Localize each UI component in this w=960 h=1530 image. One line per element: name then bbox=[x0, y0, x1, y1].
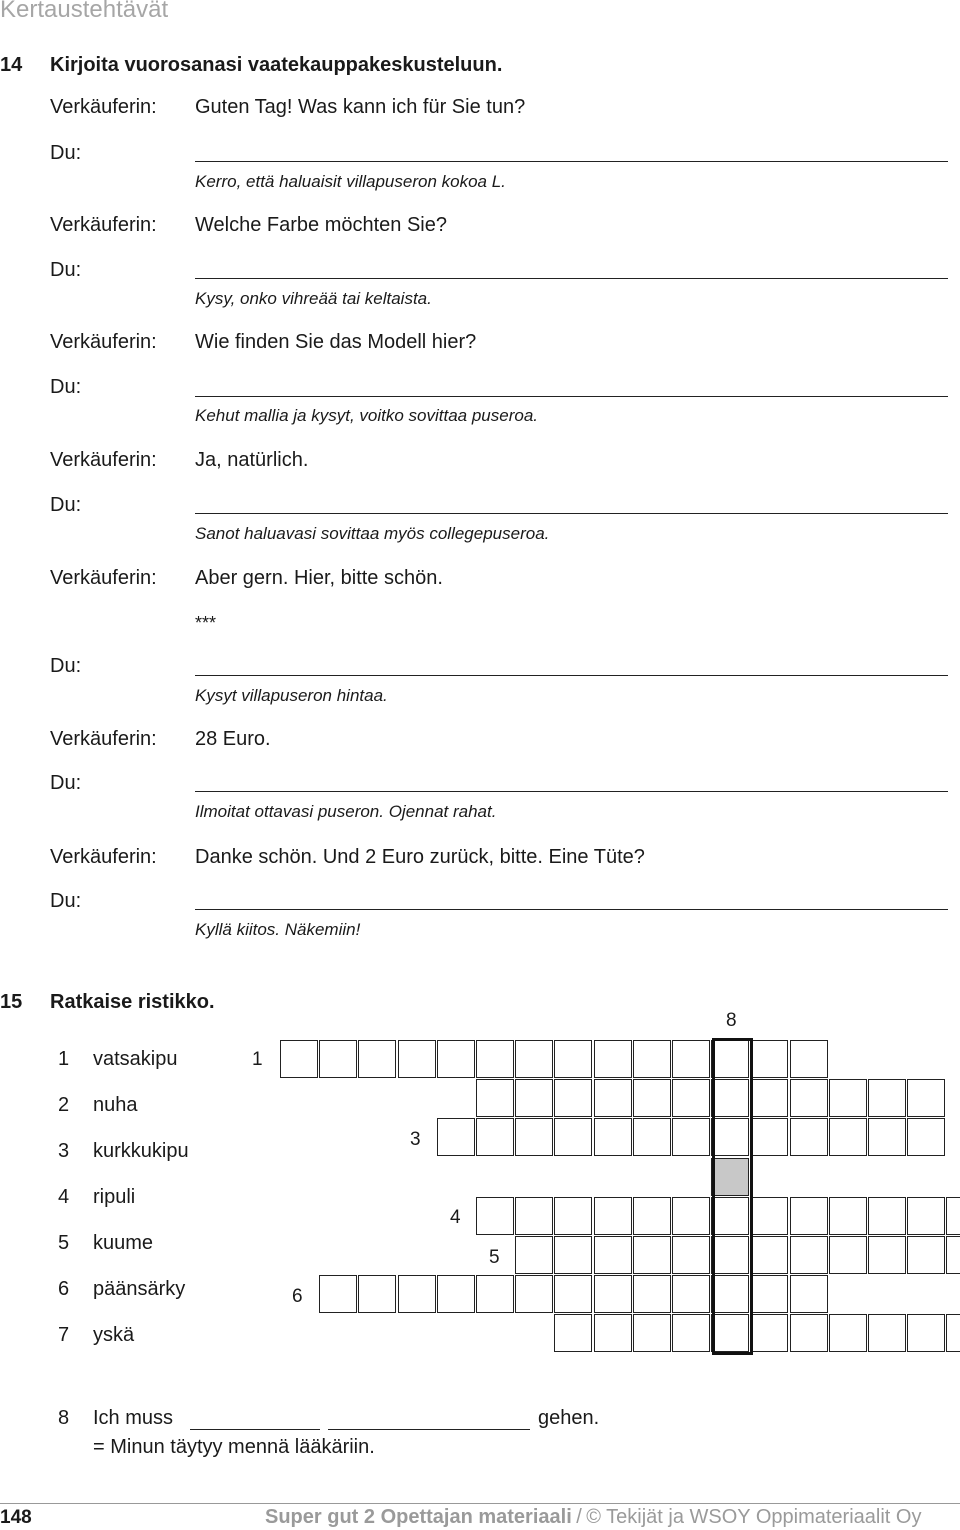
crossword-cell[interactable] bbox=[398, 1040, 436, 1078]
crossword-cell[interactable] bbox=[280, 1040, 318, 1078]
crossword-cell[interactable] bbox=[750, 1079, 788, 1117]
speaker-du: Du: bbox=[50, 655, 82, 677]
crossword-cell[interactable] bbox=[515, 1079, 553, 1117]
crossword-cell[interactable] bbox=[711, 1197, 749, 1235]
crossword-cell[interactable] bbox=[633, 1040, 671, 1078]
speaker-du: Du: bbox=[50, 890, 82, 912]
speaker-seller: Verkäuferin: bbox=[50, 331, 157, 353]
separator: *** bbox=[195, 613, 217, 633]
crossword-cell[interactable] bbox=[790, 1236, 828, 1274]
clue-7-text: yskä bbox=[93, 1324, 135, 1346]
clue-3-number: 3 bbox=[58, 1140, 70, 1162]
crossword-cell[interactable] bbox=[594, 1314, 632, 1352]
crossword-cell[interactable] bbox=[672, 1197, 710, 1235]
clue-8-blank-1[interactable] bbox=[190, 1429, 320, 1430]
crossword-cell[interactable] bbox=[829, 1314, 867, 1352]
crossword-cell[interactable] bbox=[868, 1236, 906, 1274]
crossword-cell[interactable] bbox=[829, 1236, 867, 1274]
crossword-cell[interactable] bbox=[594, 1040, 632, 1078]
seller-line-2: Welche Farbe möchten Sie? bbox=[195, 214, 447, 236]
crossword-cell[interactable] bbox=[476, 1197, 514, 1235]
clue-8-before: Ich muss bbox=[93, 1407, 174, 1429]
crossword-cell[interactable] bbox=[750, 1314, 788, 1352]
crossword-cell[interactable] bbox=[515, 1040, 553, 1078]
crossword-cell[interactable] bbox=[515, 1197, 553, 1235]
hint-1: Kerro, että haluaisit villapuseron kokoa L. bbox=[195, 172, 506, 191]
crossword-cell[interactable] bbox=[476, 1118, 514, 1156]
crossword-cell[interactable] bbox=[946, 1314, 960, 1352]
crossword-cell[interactable] bbox=[515, 1118, 553, 1156]
crossword-cell[interactable] bbox=[319, 1040, 357, 1078]
clue-8-blank-2[interactable] bbox=[328, 1429, 530, 1430]
footer-book-title: Super gut 2 Opettajan materiaali bbox=[265, 1506, 572, 1528]
speaker-seller: Verkäuferin: bbox=[50, 96, 157, 118]
crossword-cell[interactable] bbox=[672, 1040, 710, 1078]
hint-6: Ilmoitat ottavasi puseron. Ojennat rahat. bbox=[195, 802, 497, 821]
grid-number-8: 8 bbox=[726, 1010, 737, 1031]
crossword-cell[interactable] bbox=[672, 1314, 710, 1352]
crossword-cell[interactable] bbox=[437, 1118, 475, 1156]
footer-credit bbox=[265, 1506, 921, 1529]
exercise-14-title: Kirjoita vuorosanasi vaatekauppakeskusteluun. bbox=[50, 54, 503, 76]
answer-line-7[interactable] bbox=[195, 909, 948, 910]
crossword-cell[interactable] bbox=[633, 1118, 671, 1156]
crossword-cell[interactable] bbox=[319, 1275, 357, 1313]
crossword-cell[interactable] bbox=[946, 1236, 960, 1274]
crossword-cell[interactable] bbox=[554, 1275, 592, 1313]
hint-4: Sanot haluavasi sovittaa myös collegepuseroa. bbox=[195, 524, 550, 543]
hint-5: Kysyt villapuseron hintaa. bbox=[195, 686, 388, 705]
crossword-cell[interactable] bbox=[711, 1118, 749, 1156]
seller-line-4: Ja, natürlich. bbox=[195, 449, 309, 471]
crossword-cell[interactable] bbox=[790, 1197, 828, 1235]
crossword-cell[interactable] bbox=[594, 1118, 632, 1156]
grid-number-5: 5 bbox=[489, 1247, 500, 1268]
crossword-cell[interactable] bbox=[829, 1118, 867, 1156]
crossword-cell[interactable] bbox=[594, 1275, 632, 1313]
clue-8-after: gehen. bbox=[538, 1407, 600, 1429]
grid-number-4: 4 bbox=[450, 1207, 461, 1228]
crossword-cell[interactable] bbox=[790, 1079, 828, 1117]
clue-1-text: vatsakipu bbox=[93, 1048, 178, 1070]
crossword-cell[interactable] bbox=[907, 1118, 945, 1156]
answer-line-6[interactable] bbox=[195, 791, 948, 792]
answer-line-4[interactable] bbox=[195, 513, 948, 514]
crossword-cell[interactable] bbox=[476, 1040, 514, 1078]
clue-2-text: nuha bbox=[93, 1094, 138, 1116]
crossword-cell[interactable] bbox=[554, 1079, 592, 1117]
hint-7: Kyllä kiitos. Näkemiin! bbox=[195, 920, 361, 939]
answer-line-3[interactable] bbox=[195, 396, 948, 397]
crossword-cell[interactable] bbox=[750, 1275, 788, 1313]
crossword-cell[interactable] bbox=[633, 1314, 671, 1352]
crossword-cell[interactable] bbox=[868, 1118, 906, 1156]
crossword-cell[interactable] bbox=[907, 1314, 945, 1352]
crossword-cell[interactable] bbox=[554, 1197, 592, 1235]
hint-3: Kehut mallia ja kysyt, voitko sovittaa puseroa. bbox=[195, 406, 538, 425]
speaker-seller: Verkäuferin: bbox=[50, 846, 157, 868]
crossword-cell[interactable] bbox=[554, 1236, 592, 1274]
crossword-cell[interactable] bbox=[437, 1275, 475, 1313]
grid-number-1: 1 bbox=[252, 1049, 263, 1070]
exercise-15-title: Ratkaise ristikko. bbox=[50, 991, 215, 1013]
crossword-cell[interactable] bbox=[711, 1079, 749, 1117]
crossword-cell[interactable] bbox=[790, 1275, 828, 1313]
crossword-cell[interactable] bbox=[437, 1040, 475, 1078]
crossword-cell[interactable] bbox=[868, 1197, 906, 1235]
crossword-cell[interactable] bbox=[594, 1197, 632, 1235]
crossword-cell[interactable] bbox=[672, 1275, 710, 1313]
crossword-cell[interactable] bbox=[711, 1314, 749, 1352]
clue-5-number: 5 bbox=[58, 1232, 70, 1254]
page-number: 148 bbox=[0, 1507, 32, 1528]
seller-line-7: Danke schön. Und 2 Euro zurück, bitte. Eine Tüte? bbox=[195, 846, 645, 868]
crossword-cell[interactable] bbox=[711, 1236, 749, 1274]
crossword-cell[interactable] bbox=[790, 1118, 828, 1156]
clue-4-number: 4 bbox=[58, 1186, 70, 1208]
crossword-cell[interactable] bbox=[829, 1079, 867, 1117]
crossword-cell[interactable] bbox=[750, 1197, 788, 1235]
answer-line-2[interactable] bbox=[195, 278, 948, 279]
crossword-cell[interactable] bbox=[554, 1040, 592, 1078]
seller-line-5: Aber gern. Hier, bitte schön. bbox=[195, 567, 443, 589]
speaker-seller: Verkäuferin: bbox=[50, 728, 157, 750]
crossword-cell[interactable] bbox=[907, 1197, 945, 1235]
crossword-cell[interactable] bbox=[594, 1236, 632, 1274]
clue-8-translation: = Minun täytyy mennä lääkäriin. bbox=[93, 1436, 375, 1458]
crossword-cell[interactable] bbox=[907, 1236, 945, 1274]
crossword-cell[interactable] bbox=[554, 1314, 592, 1352]
crossword-cell[interactable] bbox=[358, 1275, 396, 1313]
clue-8-number: 8 bbox=[58, 1407, 70, 1429]
crossword-cell[interactable] bbox=[829, 1197, 867, 1235]
grid-number-6: 6 bbox=[292, 1286, 303, 1307]
seller-line-6: 28 Euro. bbox=[195, 728, 271, 750]
speaker-du: Du: bbox=[50, 772, 82, 794]
clue-6-text: päänsärky bbox=[93, 1278, 186, 1300]
crossword-cell[interactable] bbox=[750, 1040, 788, 1078]
crossword-cell[interactable] bbox=[633, 1236, 671, 1274]
footer-copyright: © Tekijät ja WSOY Oppimateriaalit Oy bbox=[586, 1506, 922, 1528]
speaker-seller: Verkäuferin: bbox=[50, 214, 157, 236]
seller-line-3: Wie finden Sie das Modell hier? bbox=[195, 331, 477, 353]
seller-line-1: Guten Tag! Was kann ich für Sie tun? bbox=[195, 96, 526, 118]
crossword-cell[interactable] bbox=[868, 1079, 906, 1117]
speaker-seller: Verkäuferin: bbox=[50, 567, 157, 589]
crossword-cell[interactable] bbox=[633, 1079, 671, 1117]
crossword-cell[interactable] bbox=[515, 1275, 553, 1313]
crossword-cell[interactable] bbox=[672, 1079, 710, 1117]
crossword-cell[interactable] bbox=[907, 1079, 945, 1117]
speaker-du: Du: bbox=[50, 376, 82, 398]
clue-6-number: 6 bbox=[58, 1278, 70, 1300]
clue-4-text: ripuli bbox=[93, 1186, 136, 1208]
page-header: Kertaustehtävät bbox=[0, 0, 169, 23]
crossword-cell[interactable] bbox=[672, 1236, 710, 1274]
crossword-cell[interactable] bbox=[672, 1118, 710, 1156]
footer-divider bbox=[0, 1503, 960, 1504]
hint-2: Kysy, onko vihreää tai keltaista. bbox=[195, 289, 432, 308]
crossword-cell[interactable] bbox=[633, 1275, 671, 1313]
crossword-cell[interactable] bbox=[790, 1314, 828, 1352]
clue-1-number: 1 bbox=[58, 1048, 70, 1070]
clue-7-number: 7 bbox=[58, 1324, 70, 1346]
speaker-du: Du: bbox=[50, 494, 82, 516]
crossword-cell[interactable] bbox=[476, 1079, 514, 1117]
crossword-cell[interactable] bbox=[633, 1197, 671, 1235]
exercise-14-number: 14 bbox=[0, 54, 23, 76]
crossword-cell[interactable] bbox=[750, 1236, 788, 1274]
crossword-cell[interactable] bbox=[594, 1079, 632, 1117]
crossword-cell[interactable] bbox=[711, 1158, 749, 1196]
crossword-cell[interactable] bbox=[476, 1275, 514, 1313]
crossword-cell[interactable] bbox=[554, 1118, 592, 1156]
speaker-seller: Verkäuferin: bbox=[50, 449, 157, 471]
crossword-cell[interactable] bbox=[515, 1236, 553, 1274]
grid-number-3: 3 bbox=[410, 1129, 421, 1150]
answer-line-1[interactable] bbox=[195, 161, 948, 162]
crossword-cell[interactable] bbox=[790, 1040, 828, 1078]
crossword-cell[interactable] bbox=[398, 1275, 436, 1313]
speaker-du: Du: bbox=[50, 142, 82, 164]
crossword-cell[interactable] bbox=[711, 1275, 749, 1313]
crossword-cell[interactable] bbox=[750, 1118, 788, 1156]
clue-5-text: kuume bbox=[93, 1232, 154, 1254]
crossword-cell[interactable] bbox=[946, 1197, 960, 1235]
crossword-cell[interactable] bbox=[868, 1314, 906, 1352]
clue-3-text: kurkkukipu bbox=[93, 1140, 189, 1162]
clue-2-number: 2 bbox=[58, 1094, 70, 1116]
speaker-du: Du: bbox=[50, 259, 82, 281]
crossword-cell[interactable] bbox=[358, 1040, 396, 1078]
exercise-15-number: 15 bbox=[0, 991, 23, 1013]
footer-separator: / bbox=[576, 1506, 582, 1528]
answer-line-5[interactable] bbox=[195, 675, 948, 676]
crossword-cell[interactable] bbox=[711, 1040, 749, 1078]
